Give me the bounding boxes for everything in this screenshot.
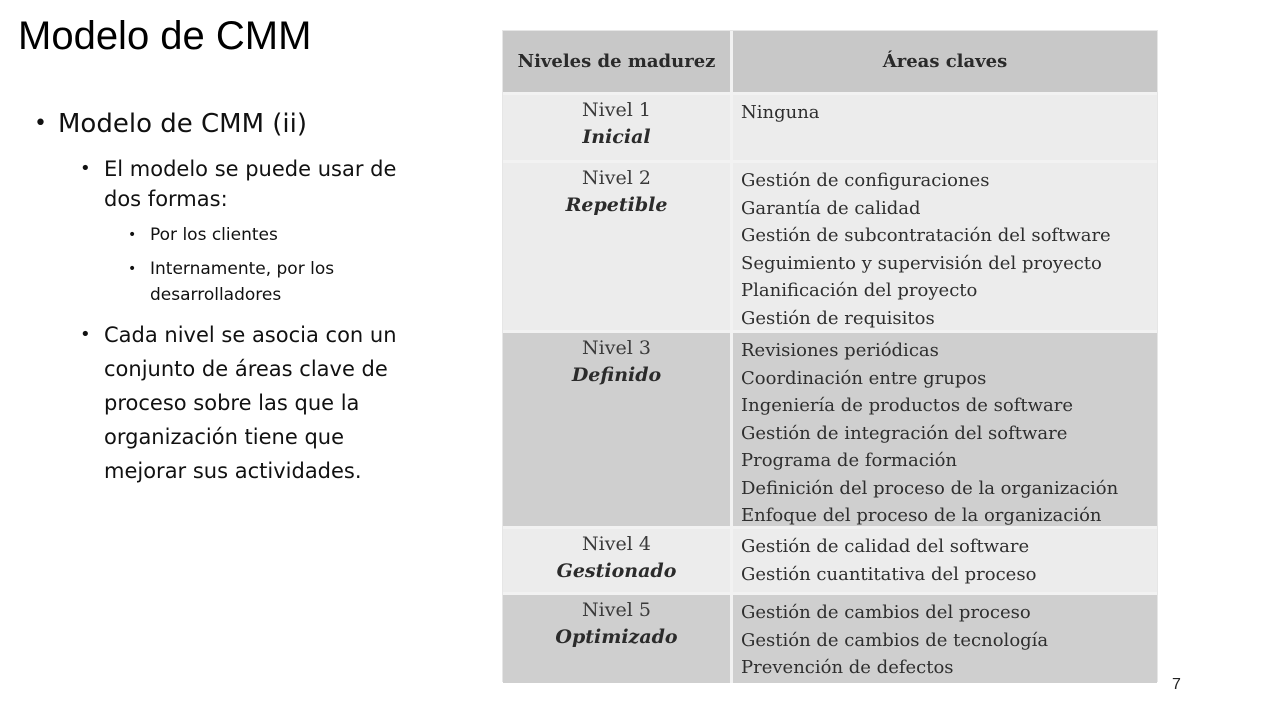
table-row-level-5: [503, 595, 1157, 683]
bullet-sub1-item-2: [128, 256, 404, 308]
level-cell: [503, 95, 733, 163]
area-item: Definición del proceso de la organización: [741, 477, 1119, 499]
area-item: Gestión de cambios de tecnología: [741, 629, 1049, 651]
area-item: Enfoque del proceso de la organización: [741, 505, 1102, 526]
bullet-sub1-item-text: Internamente, por los desarrolladores: [150, 259, 335, 305]
table-row-level-1: [503, 95, 1157, 163]
area-item: Gestión de integración del software: [741, 422, 1068, 444]
level-cell: [503, 595, 733, 683]
level-name: Gestionado: [556, 560, 677, 582]
areas-cell: [733, 529, 1157, 595]
area-item: Coordinación entre grupos: [741, 367, 987, 389]
area-item: Gestión de requisitos: [741, 307, 935, 329]
level-number: Nivel 3: [582, 337, 651, 359]
level-name: Inicial: [582, 126, 651, 148]
bullet-dot-icon: •: [80, 324, 91, 345]
level-cell: [503, 529, 733, 595]
bullet-list: [34, 106, 404, 488]
bullet-sub1: [80, 154, 404, 214]
bullet-main-text: Modelo de CMM (ii): [58, 109, 308, 139]
area-item: Revisiones periódicas: [741, 340, 939, 361]
bullet-dot-icon: •: [34, 111, 47, 136]
level-name: Optimizado: [555, 626, 678, 648]
level-number: Nivel 1: [582, 99, 651, 121]
page-number: 7: [1172, 676, 1181, 693]
areas-cell: [733, 595, 1157, 683]
area-item: Programa de formación: [741, 450, 957, 471]
bullet-sub2-text: Cada nivel se asocia con un conjunto de áreas clave de proceso sobre las que la organización tiene que mejorar sus actividades.: [104, 323, 397, 483]
area-item: Gestión de calidad del software: [741, 536, 1030, 557]
bullet-sub1-item-text: Por los clientes: [150, 225, 278, 245]
areas-cell: [733, 95, 1157, 163]
table-header-areas: Áreas claves: [733, 31, 1157, 95]
bullet-dot-icon: •: [128, 261, 137, 277]
table-header-row: [503, 31, 1157, 95]
area-item: Planificación del proyecto: [741, 280, 978, 301]
level-number: Nivel 2: [582, 167, 651, 189]
level-number: Nivel 5: [582, 599, 651, 621]
bullet-dot-icon: •: [80, 158, 91, 179]
level-name: Repetible: [565, 194, 668, 216]
area-item: Seguimiento y supervisión del proyecto: [741, 252, 1102, 274]
level-cell: [503, 163, 733, 333]
area-item: Gestión de cambios del proceso: [741, 602, 1031, 623]
table-header-levels: Niveles de madurez: [503, 31, 733, 95]
area-item: Ingeniería de productos de software: [741, 395, 1074, 416]
table-row-level-4: [503, 529, 1157, 595]
bullet-dot-icon: •: [128, 227, 137, 243]
table-row-level-3: [503, 333, 1157, 529]
area-item: Gestión de subcontratación del software: [741, 225, 1111, 246]
bullet-sub1-text: El modelo se puede usar de dos formas:: [104, 157, 397, 211]
area-item: Prevención de defectos: [741, 657, 954, 678]
bullet-main: [34, 106, 404, 142]
slide-title: Modelo de CMM: [18, 14, 312, 58]
areas-cell: [733, 333, 1157, 529]
area-item: Garantía de calidad: [741, 197, 921, 219]
area-item: Ninguna: [741, 102, 820, 123]
area-item: Gestión cuantitativa del proceso: [741, 563, 1037, 585]
level-number: Nivel 4: [582, 533, 651, 555]
level-cell: [503, 333, 733, 529]
table-row-level-2: [503, 163, 1157, 333]
area-item: Gestión de configuraciones: [741, 170, 990, 191]
bullet-sub1-item-1: [128, 222, 404, 248]
bullet-sub2: [80, 318, 404, 488]
level-name: Definido: [571, 364, 662, 386]
areas-cell: [733, 163, 1157, 333]
maturity-levels-table: [502, 30, 1158, 682]
